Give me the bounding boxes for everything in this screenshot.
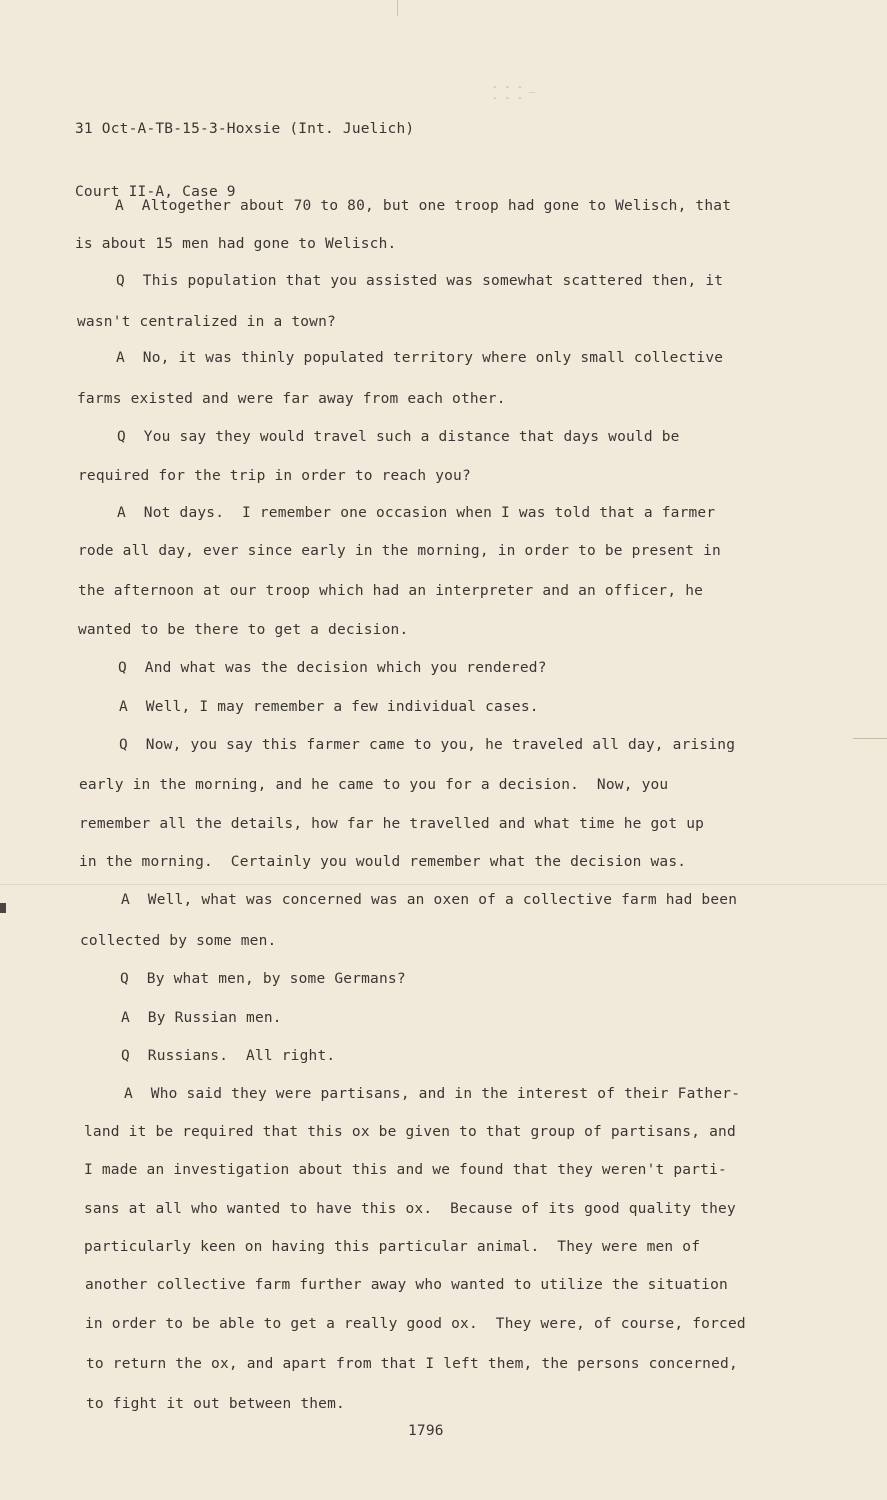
transcript-line: land it be required that this ox be given to that group of partisans, and <box>84 1124 736 1140</box>
transcript-line: A Well, I may remember a few individual cases. <box>119 699 539 715</box>
transcript-line: is about 15 men had gone to Welisch. <box>75 236 397 252</box>
transcript-line: particularly keen on having this particular animal. They were men of <box>84 1239 701 1255</box>
document-header <box>75 77 414 245</box>
header-court-case: Court II-A, Case 9 <box>75 184 236 200</box>
transcript-line: Q By what men, by some Germans? <box>120 971 406 987</box>
transcript-line: A Well, what was concerned was an oxen of a collective farm had been <box>121 892 738 908</box>
transcript-line: to fight it out between them. <box>86 1396 345 1412</box>
transcript-line: wasn't centralized in a town? <box>77 314 336 330</box>
transcript-line: wanted to be there to get a decision. <box>78 622 409 638</box>
transcript-line: early in the morning, and he came to you for a decision. Now, you <box>79 777 669 793</box>
transcript-line: remember all the details, how far he travelled and what time he got up <box>79 816 705 832</box>
margin-ink-mark <box>0 903 6 913</box>
transcript-line: in order to be able to get a really good ox. They were, of course, forced <box>85 1316 746 1332</box>
transcript-line: Q You say they would travel such a distance that days would be <box>117 429 680 445</box>
transcript-line: Q And what was the decision which you rendered? <box>118 660 547 676</box>
paper-fold-line <box>0 884 887 885</box>
transcript-line: rode all day, ever since early in the morning, in order to be present in <box>78 543 721 559</box>
transcript-line: Q This population that you assisted was somewhat scattered then, it <box>116 273 724 289</box>
transcript-line: sans at all who wanted to have this ox. Because of its good quality they <box>84 1201 736 1217</box>
transcript-line: farms existed and were far away from each other. <box>77 391 506 407</box>
transcript-line: I made an investigation about this and we found that they weren't parti- <box>84 1162 727 1178</box>
transcript-line: required for the trip in order to reach you? <box>78 468 471 484</box>
transcript-line: A No, it was thinly populated territory where only small collective <box>116 350 724 366</box>
transcript-line: A By Russian men. <box>121 1010 282 1026</box>
paper-mark <box>397 0 398 16</box>
header-case-reference: 31 Oct-A-TB-15-3-Hoxsie (Int. Juelich) <box>75 121 415 137</box>
transcript-line: to return the ox, and apart from that I left them, the persons concerned, <box>86 1356 738 1372</box>
transcript-line: A Altogether about 70 to 80, but one troop had gone to Welisch, that <box>115 198 732 214</box>
transcript-line: Q Russians. All right. <box>121 1048 336 1064</box>
transcript-line: collected by some men. <box>80 933 277 949</box>
transcript-line: A Who said they were partisans, and in the interest of their Father- <box>124 1086 741 1102</box>
margin-pencil-mark <box>853 738 887 739</box>
transcript-line: in the morning. Certainly you would remember what the decision was. <box>79 854 687 870</box>
transcript-line: A Not days. I remember one occasion when I was told that a farmer <box>117 505 716 521</box>
faint-pencil-mark: - - - _ - - - <box>492 82 536 104</box>
transcript-line: Q Now, you say this farmer came to you, he traveled all day, arising <box>119 737 736 753</box>
transcript-line: another collective farm further away who wanted to utilize the situation <box>85 1277 728 1293</box>
transcript-line: the afternoon at our troop which had an interpreter and an officer, he <box>78 583 704 599</box>
page-number: 1796 <box>408 1423 444 1439</box>
